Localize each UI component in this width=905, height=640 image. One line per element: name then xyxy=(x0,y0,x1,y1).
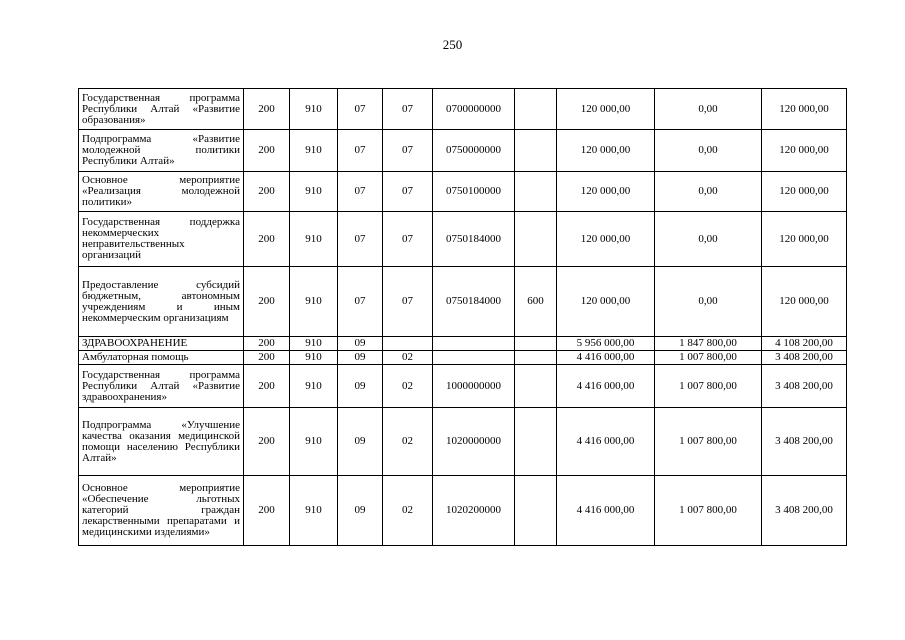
cell: 02 xyxy=(383,476,433,546)
cell: 120 000,00 xyxy=(557,172,655,212)
cell: 120 000,00 xyxy=(557,130,655,172)
cell: 0,00 xyxy=(655,130,762,172)
cell: 07 xyxy=(338,172,383,212)
cell: 07 xyxy=(383,267,433,337)
row-name: Предоставление субсидий бюджетным, автономным учреждениям и иным некоммерческим организациям xyxy=(79,267,244,337)
cell: 0750000000 xyxy=(433,130,515,172)
cell: 1020000000 xyxy=(433,408,515,476)
row-name: Амбулаторная помощь xyxy=(79,351,244,365)
row-name: Государственная программа Республики Алтай «Развитие образования» xyxy=(79,89,244,130)
cell: 1 007 800,00 xyxy=(655,365,762,408)
cell: 07 xyxy=(338,89,383,130)
cell: 200 xyxy=(244,212,290,267)
cell: 09 xyxy=(338,351,383,365)
cell: 200 xyxy=(244,267,290,337)
cell: 600 xyxy=(515,267,557,337)
cell: 1 847 800,00 xyxy=(655,337,762,351)
cell: 4 416 000,00 xyxy=(557,351,655,365)
cell xyxy=(515,365,557,408)
cell: 1000000000 xyxy=(433,365,515,408)
cell: 120 000,00 xyxy=(557,212,655,267)
cell: 1 007 800,00 xyxy=(655,476,762,546)
cell: 910 xyxy=(290,130,338,172)
cell xyxy=(515,212,557,267)
cell: 910 xyxy=(290,365,338,408)
cell: 120 000,00 xyxy=(762,212,847,267)
cell: 200 xyxy=(244,408,290,476)
cell: 0,00 xyxy=(655,212,762,267)
cell: 120 000,00 xyxy=(762,89,847,130)
table-row xyxy=(79,337,847,351)
cell: 0,00 xyxy=(655,89,762,130)
table-row xyxy=(79,365,847,408)
cell: 120 000,00 xyxy=(762,172,847,212)
cell: 07 xyxy=(383,130,433,172)
budget-table xyxy=(78,88,847,546)
cell: 200 xyxy=(244,89,290,130)
cell: 07 xyxy=(383,172,433,212)
page-number: 250 xyxy=(442,37,463,52)
cell: 200 xyxy=(244,130,290,172)
cell: 5 956 000,00 xyxy=(557,337,655,351)
cell: 0750184000 xyxy=(433,267,515,337)
table-row xyxy=(79,476,847,546)
row-name: Подпрограмма «Развитие молодежной политики Республики Алтай» xyxy=(79,130,244,172)
cell: 0750184000 xyxy=(433,212,515,267)
cell: 4 416 000,00 xyxy=(557,365,655,408)
cell: 910 xyxy=(290,351,338,365)
cell: 02 xyxy=(383,408,433,476)
cell: 910 xyxy=(290,89,338,130)
cell: 120 000,00 xyxy=(762,130,847,172)
cell: 200 xyxy=(244,476,290,546)
cell xyxy=(515,172,557,212)
cell: 0700000000 xyxy=(433,89,515,130)
row-name: Основное мероприятие «Реализация молодежной политики» xyxy=(79,172,244,212)
cell: 3 408 200,00 xyxy=(762,476,847,546)
cell: 120 000,00 xyxy=(762,267,847,337)
cell xyxy=(515,130,557,172)
cell: 200 xyxy=(244,365,290,408)
cell xyxy=(515,351,557,365)
row-name: Государственная поддержка некоммерческих неправительственных организаций xyxy=(79,212,244,267)
cell: 910 xyxy=(290,337,338,351)
table-row xyxy=(79,212,847,267)
cell: 02 xyxy=(383,351,433,365)
cell: 910 xyxy=(290,267,338,337)
cell: 07 xyxy=(338,267,383,337)
cell xyxy=(433,351,515,365)
cell xyxy=(433,337,515,351)
cell: 1 007 800,00 xyxy=(655,351,762,365)
cell xyxy=(515,408,557,476)
cell: 09 xyxy=(338,476,383,546)
cell: 1020200000 xyxy=(433,476,515,546)
table-row xyxy=(79,408,847,476)
cell: 200 xyxy=(244,337,290,351)
table-row xyxy=(79,172,847,212)
table-row xyxy=(79,130,847,172)
cell: 120 000,00 xyxy=(557,89,655,130)
cell: 200 xyxy=(244,351,290,365)
cell xyxy=(515,337,557,351)
row-name: Подпрограмма «Улучшение качества оказания медицинской помощи населению Республики Алтай» xyxy=(79,408,244,476)
cell: 4 108 200,00 xyxy=(762,337,847,351)
cell: 3 408 200,00 xyxy=(762,351,847,365)
row-name: ЗДРАВООХРАНЕНИЕ xyxy=(79,337,244,351)
cell: 1 007 800,00 xyxy=(655,408,762,476)
cell: 07 xyxy=(338,212,383,267)
cell: 910 xyxy=(290,476,338,546)
cell xyxy=(515,89,557,130)
cell: 07 xyxy=(338,130,383,172)
cell: 0,00 xyxy=(655,172,762,212)
cell: 07 xyxy=(383,212,433,267)
cell: 09 xyxy=(338,337,383,351)
cell: 02 xyxy=(383,365,433,408)
cell: 910 xyxy=(290,212,338,267)
table-row xyxy=(79,89,847,130)
cell: 3 408 200,00 xyxy=(762,408,847,476)
table-row xyxy=(79,267,847,337)
table-row xyxy=(79,351,847,365)
cell: 0750100000 xyxy=(433,172,515,212)
cell: 09 xyxy=(338,408,383,476)
cell xyxy=(383,337,433,351)
row-name: Основное мероприятие «Обеспечение льготных категорий граждан лекарственными препаратами и медицинскими изделиями» xyxy=(79,476,244,546)
cell: 120 000,00 xyxy=(557,267,655,337)
cell: 4 416 000,00 xyxy=(557,408,655,476)
cell: 200 xyxy=(244,172,290,212)
cell: 910 xyxy=(290,172,338,212)
cell: 3 408 200,00 xyxy=(762,365,847,408)
cell: 910 xyxy=(290,408,338,476)
cell: 07 xyxy=(383,89,433,130)
cell: 09 xyxy=(338,365,383,408)
row-name: Государственная программа Республики Алтай «Развитие здравоохранения» xyxy=(79,365,244,408)
cell xyxy=(515,476,557,546)
cell: 0,00 xyxy=(655,267,762,337)
cell: 4 416 000,00 xyxy=(557,476,655,546)
